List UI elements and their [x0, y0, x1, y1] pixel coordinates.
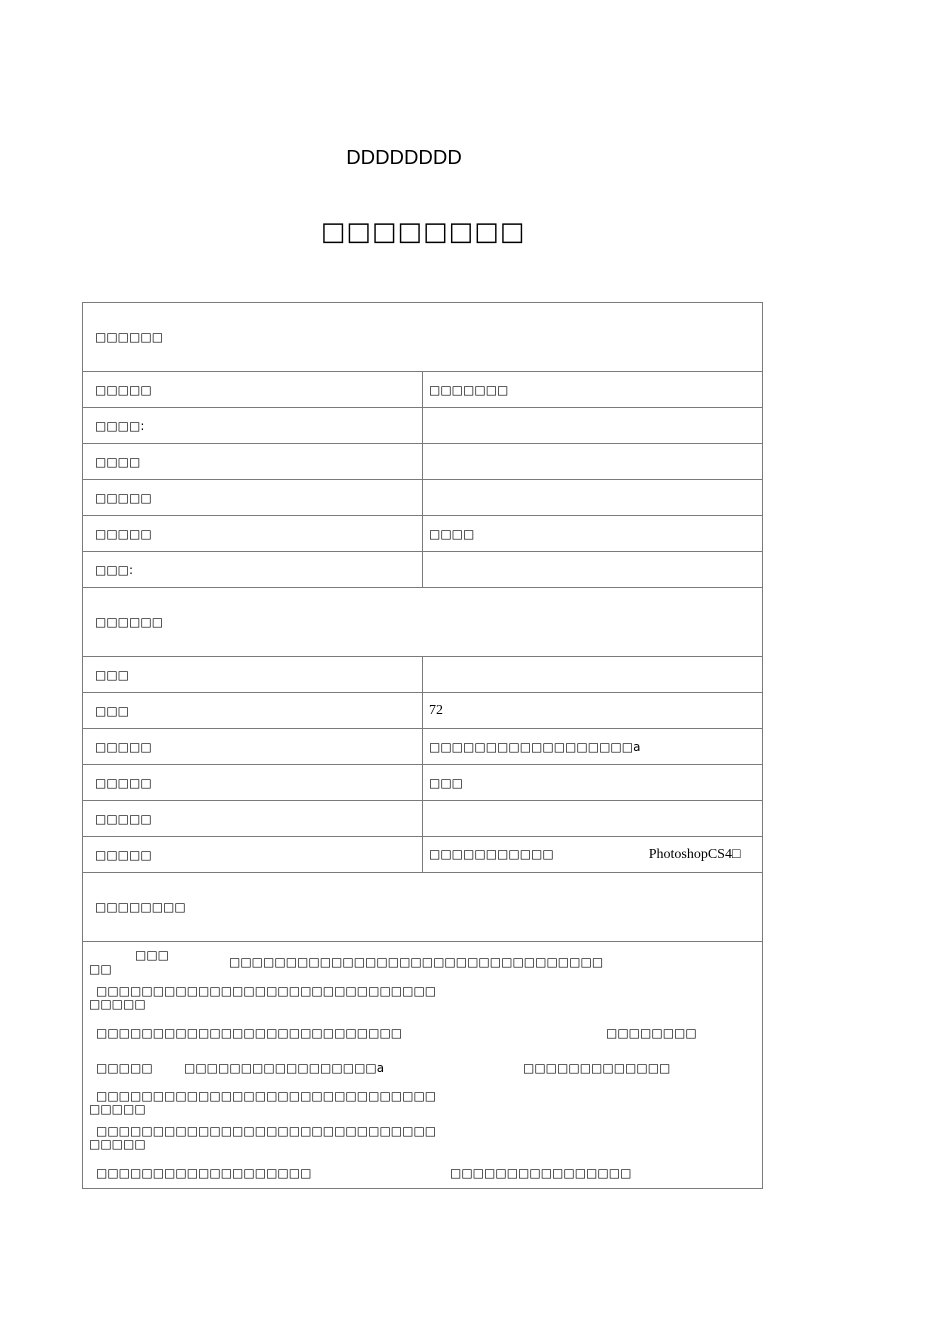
row-value: □□□□	[423, 516, 763, 552]
note-line: □□□□□	[89, 997, 146, 1011]
table-row	[83, 729, 763, 765]
note-text: □□□□□□□□□□□□□	[523, 1061, 671, 1075]
row-value	[423, 444, 763, 480]
section-header-3	[83, 873, 763, 942]
row-label: □□□	[83, 693, 423, 729]
row-label: □□□:	[83, 552, 423, 588]
row-label: □□□□□	[83, 837, 423, 873]
row-value: □□□□□□□	[423, 372, 763, 408]
row-label: □□□□:	[83, 408, 423, 444]
row-value	[423, 408, 763, 444]
table-row	[83, 765, 763, 801]
note-paragraph	[89, 985, 436, 1011]
table-row	[83, 372, 763, 408]
note-line: □□□□□	[89, 1102, 146, 1116]
notes-row	[83, 942, 763, 1189]
software-desc: □□□□□□□□□□□	[429, 846, 554, 861]
note-paragraph	[89, 1125, 436, 1151]
table-row	[83, 480, 763, 516]
table-row	[83, 657, 763, 693]
note-text: □□□□□	[96, 1061, 153, 1075]
note-text: □□□□□□□□□□□□□□□□	[450, 1166, 632, 1180]
table-row	[83, 444, 763, 480]
note-line: □□□□□	[89, 1137, 146, 1151]
section-title: □□□□□□	[83, 588, 763, 657]
note-line: □□□□□□□□□□□□□□□□□□□□□□□□□□□□□□	[96, 1089, 437, 1103]
row-value	[423, 552, 763, 588]
row-value: □□□□□□□□□□□□□□□□□□a	[423, 729, 763, 765]
section-title: □□□□□□□□	[83, 873, 763, 942]
row-label: □□□□	[83, 444, 423, 480]
row-label: □□□□□	[83, 372, 423, 408]
section-header-2	[83, 588, 763, 657]
note-line: □□□□□□□□□□□□□□□□□□□□□□□□□□□□□□	[96, 984, 437, 998]
note-line: □□□□□□□□□□□□□□□□□□□□□□□□□□□□□□	[96, 1124, 437, 1138]
row-value	[423, 480, 763, 516]
row-value	[423, 657, 763, 693]
note-text: □□□□□□□□	[606, 1026, 697, 1040]
document-title: □□□□□□□□	[320, 217, 526, 247]
row-label: □□□□□	[83, 765, 423, 801]
row-label: □□□□□	[83, 480, 423, 516]
note-text: □□□	[135, 948, 170, 962]
note-text: □□□□□□□□□□□□□□□□□□□□□□□□□□□	[96, 1026, 403, 1040]
note-text: □□□□□□□□□□□□□□□□□□□□□□□□□□□□□□□□□	[229, 955, 604, 969]
row-label: □□□	[83, 657, 423, 693]
table-row	[83, 408, 763, 444]
info-table	[82, 302, 763, 1189]
row-label: □□□□□	[83, 729, 423, 765]
row-value: 72	[423, 693, 763, 729]
table-row	[83, 801, 763, 837]
notes-cell	[83, 942, 763, 1189]
row-label: □□□□□	[83, 801, 423, 837]
table-row	[83, 552, 763, 588]
section-title: □□□□□□	[83, 303, 763, 372]
table-row	[83, 693, 763, 729]
note-text: □□□□□□□□□□□□□□□□□□□	[96, 1166, 312, 1180]
row-value	[423, 837, 763, 873]
notes-content	[83, 942, 763, 1188]
document-code: DDDDDDDD	[346, 147, 462, 169]
row-value: □□□	[423, 765, 763, 801]
software-name: PhotoshopCS4□	[648, 846, 741, 862]
note-paragraph	[89, 1090, 436, 1116]
row-label: □□□□□	[83, 516, 423, 552]
note-text: □□□□□□□□□□□□□□□□□a	[184, 1061, 385, 1075]
table-row	[83, 516, 763, 552]
note-text: □□	[89, 962, 112, 976]
section-header-1	[83, 303, 763, 372]
row-value	[423, 801, 763, 837]
table-row	[83, 837, 763, 873]
